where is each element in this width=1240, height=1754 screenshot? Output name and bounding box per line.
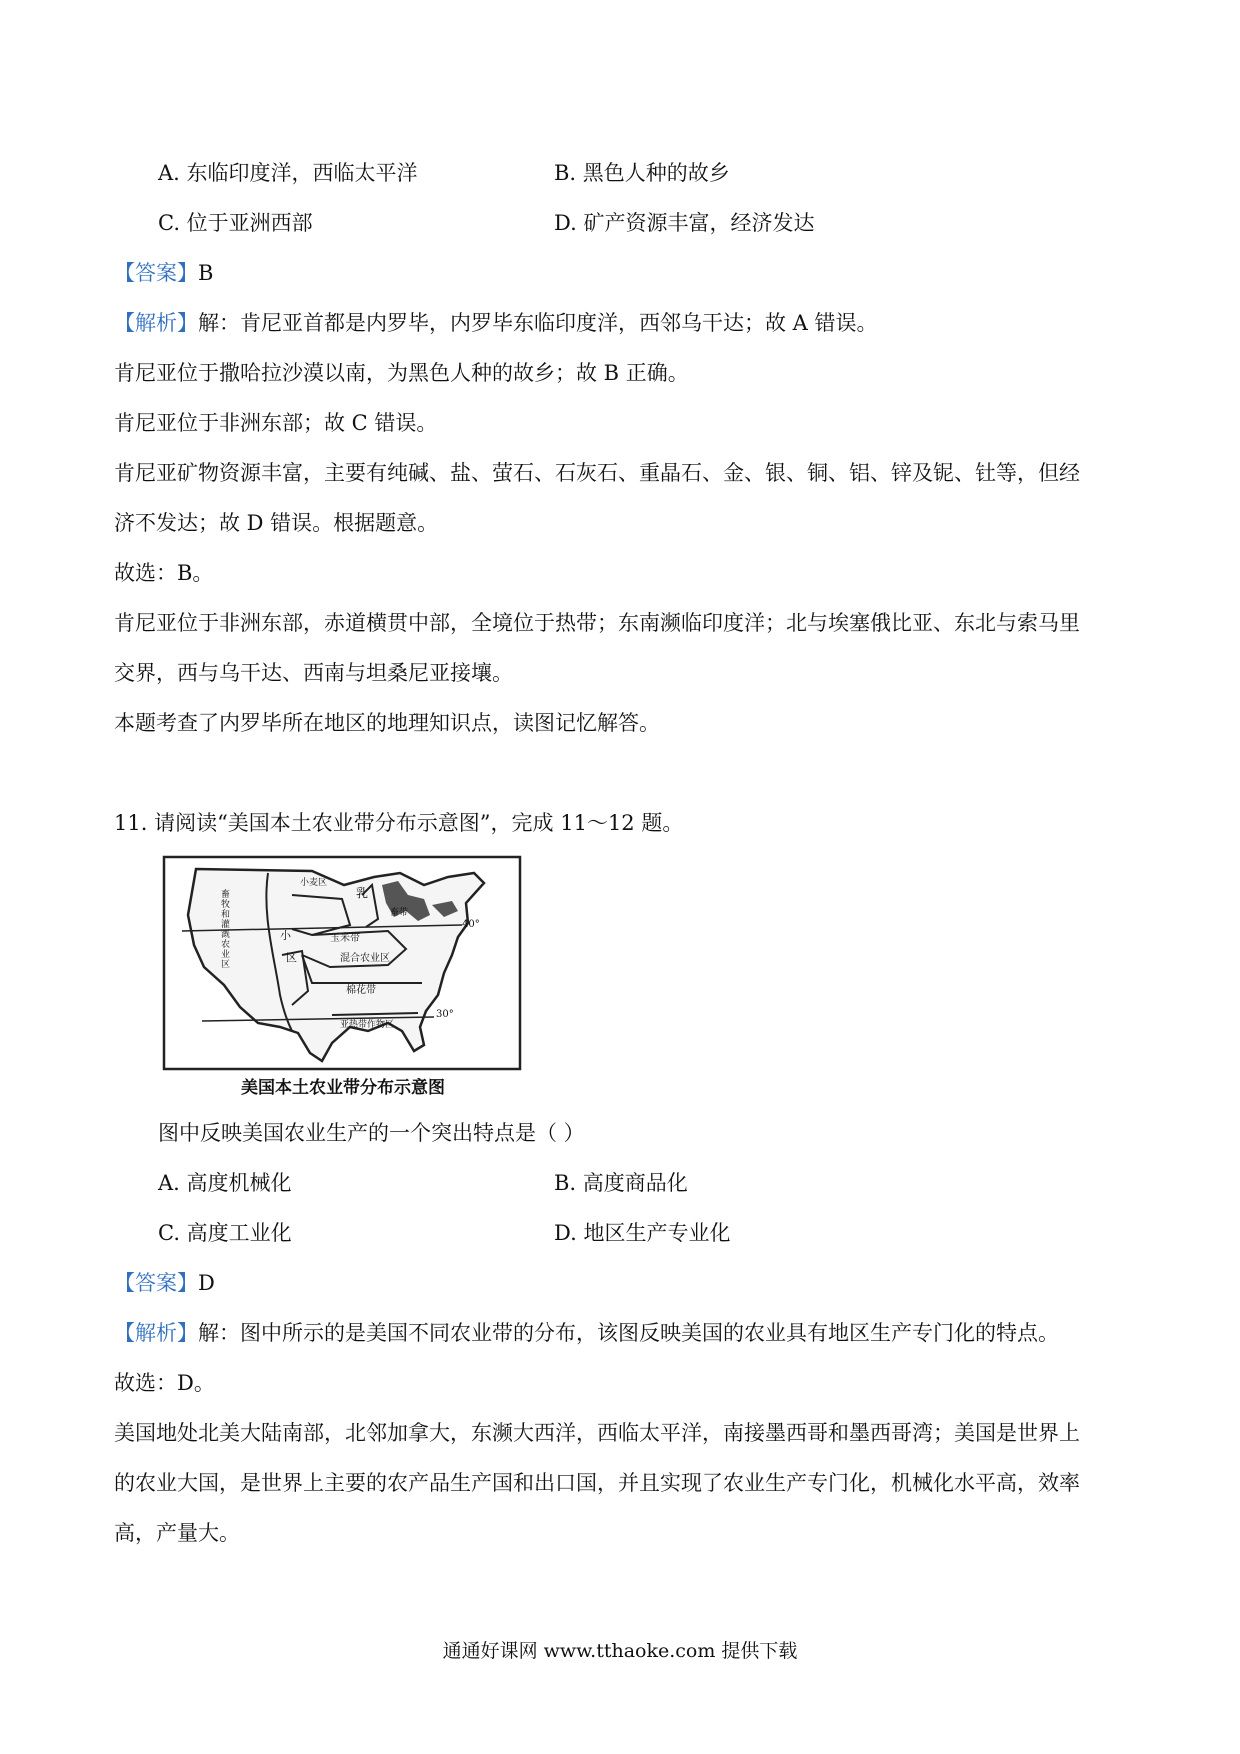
map-label-cotton: 棉花带 — [346, 985, 376, 996]
map-label-wheat2: 区 — [286, 951, 297, 964]
map-label-wheat-small: 小麦区 — [300, 878, 328, 888]
map-label-west: 畜牧和灌溉农业区 — [219, 889, 229, 969]
q11-analysis-line-1 — [114, 1318, 1059, 1348]
map-label-mixed: 混合农业区 — [340, 953, 390, 964]
analysis-text: 解：图中所示的是美国不同农业带的分布，该图反映美国的农业具有地区生产专门化的特点。 — [198, 1321, 1059, 1345]
q10-analysis-line-2: 肯尼亚位于撒哈拉沙漠以南，为黑色人种的故乡；故 B 正确。 — [114, 361, 689, 385]
us-agriculture-map — [162, 855, 524, 1100]
answer-tag: 【答案】 — [114, 1271, 198, 1295]
q10-analysis-line-1 — [114, 308, 878, 338]
q10-answer — [114, 258, 213, 288]
lat40-label: 40° — [462, 919, 480, 930]
analysis-tag: 【解析】 — [114, 311, 198, 335]
q10-analysis-line-9: 本题考查了内罗毕所在地区的地理知识点，读图记忆解答。 — [114, 711, 660, 735]
q11-question: 图中反映美国农业生产的一个突出特点是（ ） — [158, 1121, 585, 1145]
q10-analysis-line-6: 故选：B。 — [114, 561, 214, 585]
q11-option-b: B. 高度商品化 — [554, 1171, 688, 1195]
q11-answer — [114, 1268, 215, 1298]
q11-option-c: C. 高度工业化 — [158, 1221, 292, 1245]
answer-value: D — [198, 1271, 215, 1295]
q10-option-d: D. 矿产资源丰富，经济发达 — [554, 211, 815, 235]
analysis-text: 解：肯尼亚首都是内罗毕，内罗毕东临印度洋，西邻乌干达；故 A 错误。 — [198, 311, 878, 335]
map-label-corn: 玉米带 — [330, 933, 360, 944]
page-footer: 通通好课网 www.tthaoke.com 提供下载 — [442, 1640, 798, 1662]
answer-tag: 【答案】 — [114, 261, 198, 285]
q11-option-a: A. 高度机械化 — [158, 1171, 292, 1195]
q10-option-b: B. 黑色人种的故乡 — [554, 161, 730, 185]
q11-analysis-line-4: 的农业大国，是世界上主要的农产品生产国和出口国，并且实现了农业生产专门化，机械化水平高，效率 — [114, 1471, 1080, 1495]
q10-analysis-line-5: 济不发达；故 D 错误。根据题意。 — [114, 511, 439, 535]
map-caption: 美国本土农业带分布示意图 — [241, 1078, 445, 1098]
q10-option-a: A. 东临印度洋，西临太平洋 — [158, 161, 418, 185]
map-label-dairy: 乳 — [356, 886, 369, 900]
map-label-wheat: 小 — [280, 929, 291, 942]
q10-option-c: C. 位于亚洲西部 — [158, 211, 313, 235]
q11-analysis-line-3: 美国地处北美大陆南部，北邻加拿大，东濒大西洋，西临太平洋，南接墨西哥和墨西哥湾；美国是世界上 — [114, 1421, 1080, 1445]
q10-analysis-line-3: 肯尼亚位于非洲东部；故 C 错误。 — [114, 411, 438, 435]
q10-analysis-line-4: 肯尼亚矿物资源丰富，主要有纯碱、盐、萤石、石灰石、重晶石、金、银、铜、铝、锌及铌、钍等，但经 — [114, 461, 1080, 485]
analysis-tag: 【解析】 — [114, 1321, 198, 1345]
q11-option-d: D. 地区生产专业化 — [554, 1221, 731, 1245]
q11-analysis-line-2: 故选：D。 — [114, 1371, 215, 1395]
answer-value: B — [198, 261, 214, 285]
map-label-subtropical: 亚热带作物区 — [340, 1020, 395, 1030]
q10-analysis-line-7: 肯尼亚位于非洲东部，赤道横贯中部，全境位于热带；东南濒临印度洋；北与埃塞俄比亚、东北与索马里 — [114, 611, 1080, 635]
q11-analysis-line-5: 高，产量大。 — [114, 1521, 240, 1545]
q10-analysis-line-8: 交界，西与乌干达、西南与坦桑尼亚接壤。 — [114, 661, 513, 685]
lat30-label: 30° — [436, 1009, 454, 1020]
map-label-dairy2: 畜带 — [390, 908, 409, 918]
q11-stem: 11. 请阅读“美国本土农业带分布示意图”，完成 11～12 题。 — [114, 811, 684, 835]
